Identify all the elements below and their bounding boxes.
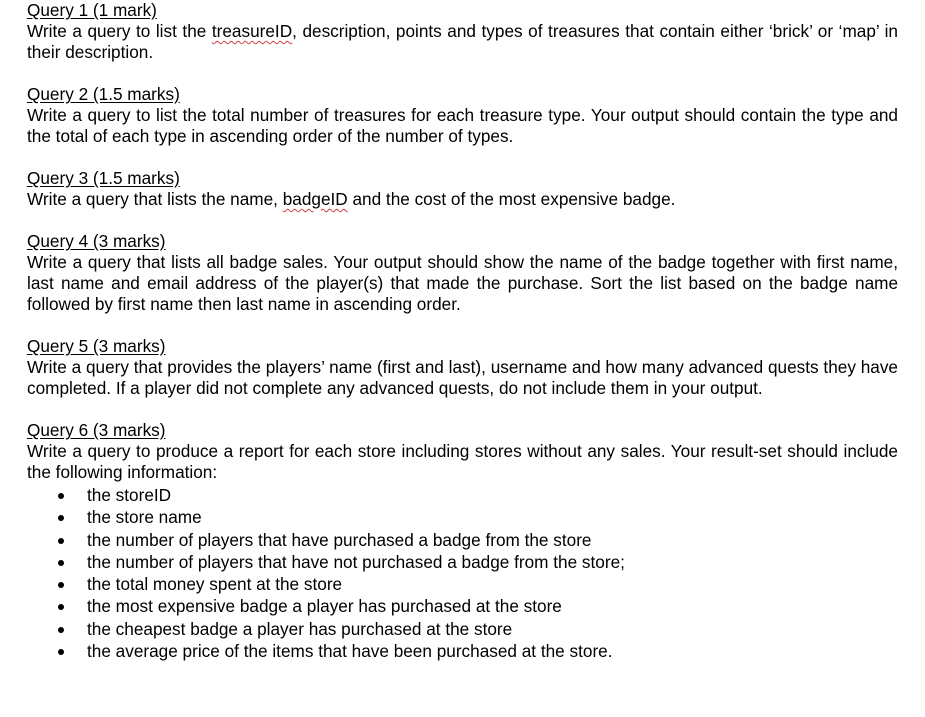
bullet-icon	[58, 538, 64, 544]
query-5	[27, 336, 898, 399]
bullet-icon	[58, 649, 64, 655]
list-item-text: the cheapest badge a player has purchased at the store	[87, 618, 513, 639]
query-3-text	[27, 189, 898, 210]
list-item-text: the storeID	[87, 485, 172, 505]
query-2-text: Write a query to list the total number of treasures for each treasure type. Your output should contain the type and the total of each type in ascending order of the number of types.	[27, 105, 898, 146]
query-5-title: Query 5 (3 marks)	[27, 336, 166, 356]
list-item	[27, 618, 898, 640]
query-2	[27, 84, 898, 147]
list-item	[27, 506, 898, 528]
query-1-text-end: , description, points and types of treasures that contain either ‘brick’ or ‘map’ in their description.	[27, 21, 898, 62]
list-item-text: the most expensive badge a player has purchased at the store	[87, 596, 562, 617]
list-item	[27, 529, 898, 551]
list-item	[27, 640, 898, 662]
query-4-title: Query 4 (3 marks)	[27, 231, 166, 251]
query-3	[27, 168, 898, 210]
query-1	[27, 0, 898, 63]
query-6-title: Query 6 (3 marks)	[27, 420, 166, 440]
list-item	[27, 573, 898, 595]
spellcheck-flagged-word[interactable]: badgeID	[282, 189, 348, 209]
list-item-text: the number of players that have purchased a badge from the store	[87, 529, 592, 550]
query-6-bullet-list	[27, 484, 898, 662]
list-item	[27, 484, 898, 506]
query-1-title: Query 1 (1 mark)	[27, 0, 157, 20]
list-item-text: the store name	[87, 507, 202, 528]
bullet-icon	[58, 604, 64, 610]
query-3-text-start: Write a query that lists the name,	[27, 189, 283, 209]
query-6	[27, 420, 898, 662]
bullet-icon	[58, 627, 64, 633]
query-6-text: Write a query to produce a report for each store including stores without any sales. Your result-set should include the following information:	[27, 441, 898, 482]
bullet-icon	[58, 515, 64, 521]
query-4	[27, 231, 898, 315]
list-item-text: the average price of the items that have been purchased at the store.	[87, 641, 613, 662]
bullet-icon	[58, 560, 64, 566]
bullet-icon	[58, 582, 64, 588]
spellcheck-flagged-word[interactable]: treasureID	[211, 21, 293, 41]
query-3-text-end: and the cost of the most expensive badge.	[347, 189, 676, 209]
list-item-text: the total money spent at the store	[87, 574, 343, 595]
query-5-text: Write a query that provides the players’ name (first and last), username and how many advanced quests they have completed. If a player did not complete any advanced quests, do not include them in your output.	[27, 357, 898, 398]
bullet-icon	[58, 493, 64, 499]
query-1-text	[27, 21, 898, 63]
query-2-title: Query 2 (1.5 marks)	[27, 84, 180, 104]
list-item	[27, 551, 898, 573]
query-4-text: Write a query that lists all badge sales. Your output should show the name of the badge together with first name, last name and email address of the player(s) that made the purchase. Sort the list based on the badge name followed by first name then last name in ascending order.	[27, 252, 898, 314]
list-item	[27, 595, 898, 617]
list-item-text: the number of players that have not purchased a badge from the store;	[87, 551, 625, 572]
query-1-text-start: Write a query to list the	[27, 21, 212, 41]
query-3-title: Query 3 (1.5 marks)	[27, 168, 180, 188]
